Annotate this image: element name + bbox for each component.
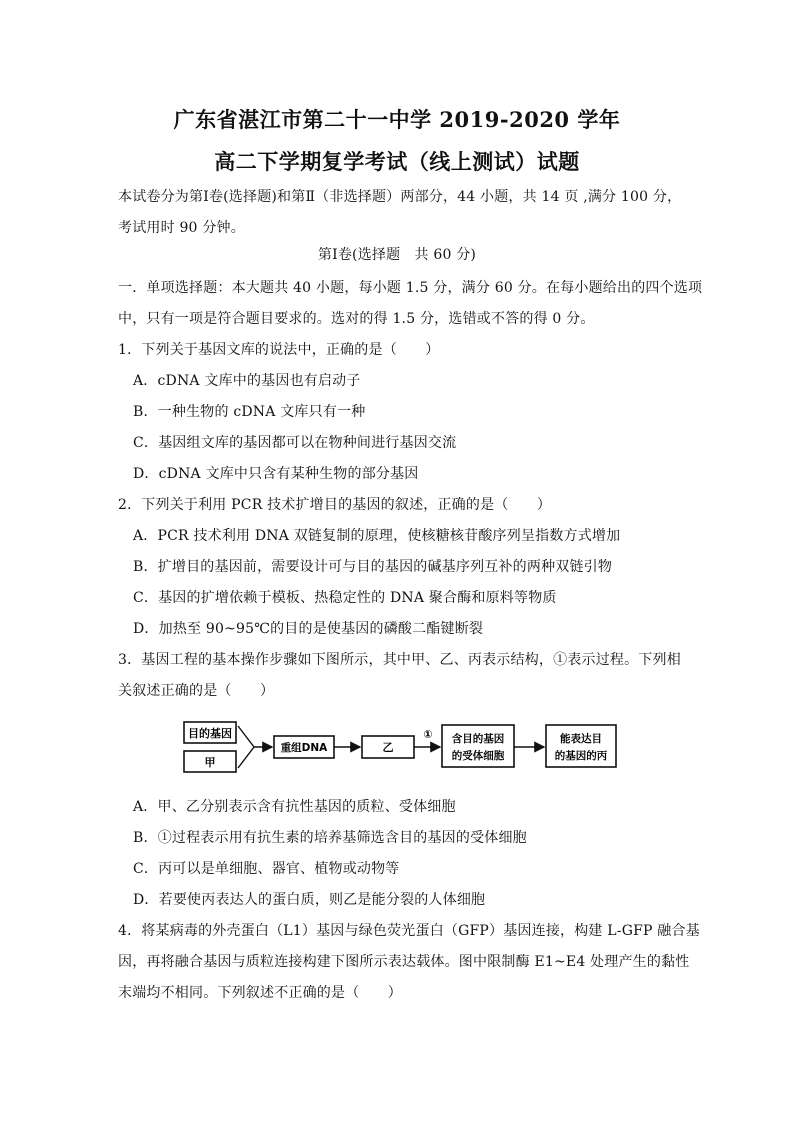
exam-title-line1: 广东省湛江市第二十一中学 2019-2020 学年	[173, 107, 621, 132]
question-1-stem: 1．下列关于基因文库的说法中，正确的是（ ）	[118, 342, 440, 358]
intro-line2: 考试用时 90 分钟。	[118, 220, 245, 236]
section-heading: 第Ⅰ卷(选择题 共 60 分)	[317, 247, 477, 263]
question-1-option-b: B．一种生物的 cDNA 文库只有一种	[133, 404, 366, 420]
question-3-option-b: B．①过程表示用有抗生素的培养基筛选含目的基因的受体细胞	[133, 830, 527, 846]
question-4-stem-line1: 4．将某病毒的外壳蛋白（L1）基因与绿色荧光蛋白（GFP）基因连接，构建 L-GFP 融合基	[118, 923, 700, 939]
question-1-option-a: A．cDNA 文库中的基因也有启动子	[133, 373, 361, 389]
merge-chevron	[238, 726, 254, 768]
question-2-option-d: D．加热至 90~95℃的目的是使基因的磷酸二酯键断裂	[133, 621, 484, 637]
bing-label-line2: 的基因的丙	[554, 750, 608, 762]
question-4-stem-line3: 末端均不相同。下列叙述不正确的是（ ）	[118, 985, 402, 1001]
question-3-stem-line2: 关叙述正确的是（ ）	[118, 683, 275, 699]
question-1-option-c: C．基因组文库的基因都可以在物种间进行基因交流	[133, 435, 457, 451]
question-2-option-c: C．基因的扩增依赖于模板、热稳定性的 DNA 聚合酶和原料等物质	[133, 590, 557, 606]
recipient-cell-label-line1: 含目的基因	[451, 733, 505, 745]
step-1-marker: ①	[423, 728, 433, 741]
question-3-option-a: A．甲、乙分别表示含有抗性基因的质粒、受体细胞	[133, 799, 456, 815]
yi-label: 乙	[382, 741, 394, 754]
intro-line1: 本试卷分为第Ⅰ卷(选择题)和第Ⅱ（非选择题）两部分，44 小题，共 14 页 ,满分 100 分，	[118, 189, 682, 205]
instructions-line2: 中，只有一项是符合题目要求的。选对的得 1.5 分，选错或不答的得 0 分。	[118, 311, 595, 327]
jia-label: 甲	[204, 756, 216, 769]
question-3-option-d: D．若要使丙表达人的蛋白质，则乙是能分裂的人体细胞	[133, 892, 486, 908]
bing-label-line1: 能表达目	[560, 733, 602, 745]
instructions-line1: 一．单项选择题：本大题共 40 小题，每小题 1.5 分，满分 60 分。在每小题给出的四个选项	[118, 280, 703, 296]
question-3-stem-line1: 3．基因工程的基本操作步骤如下图所示，其中甲、乙、丙表示结构，①表示过程。下列相	[118, 652, 681, 668]
recipient-cell-label-line2: 的受体细胞	[451, 750, 505, 762]
question-4-stem-line2: 因，再将融合基因与质粒连接构建下图所示表达载体。图中限制酶 E1~E4 处理产生的黏性	[118, 954, 690, 970]
recombinant-dna-label: 重组DNA	[280, 742, 328, 754]
question-2-option-a: A．PCR 技术利用 DNA 双链复制的原理，使核糖核苷酸序列呈指数方式增加	[133, 528, 621, 544]
target-gene-label: 目的基因	[188, 727, 232, 740]
question-1-option-d: D．cDNA 文库中只含有某种生物的部分基因	[133, 466, 419, 482]
question-2-stem: 2．下列关于利用 PCR 技术扩增目的基因的叙述，正确的是（ ）	[118, 497, 552, 513]
question-2-option-b: B．扩增目的基因前，需要设计可与目的基因的碱基序列互补的两种双链引物	[133, 559, 613, 575]
gene-engineering-flow-diagram	[182, 716, 622, 778]
exam-title-line2: 高二下学期复学考试（线上测试）试题	[214, 149, 580, 174]
question-3-option-c: C．丙可以是单细胞、器官、植物或动物等	[133, 861, 400, 877]
